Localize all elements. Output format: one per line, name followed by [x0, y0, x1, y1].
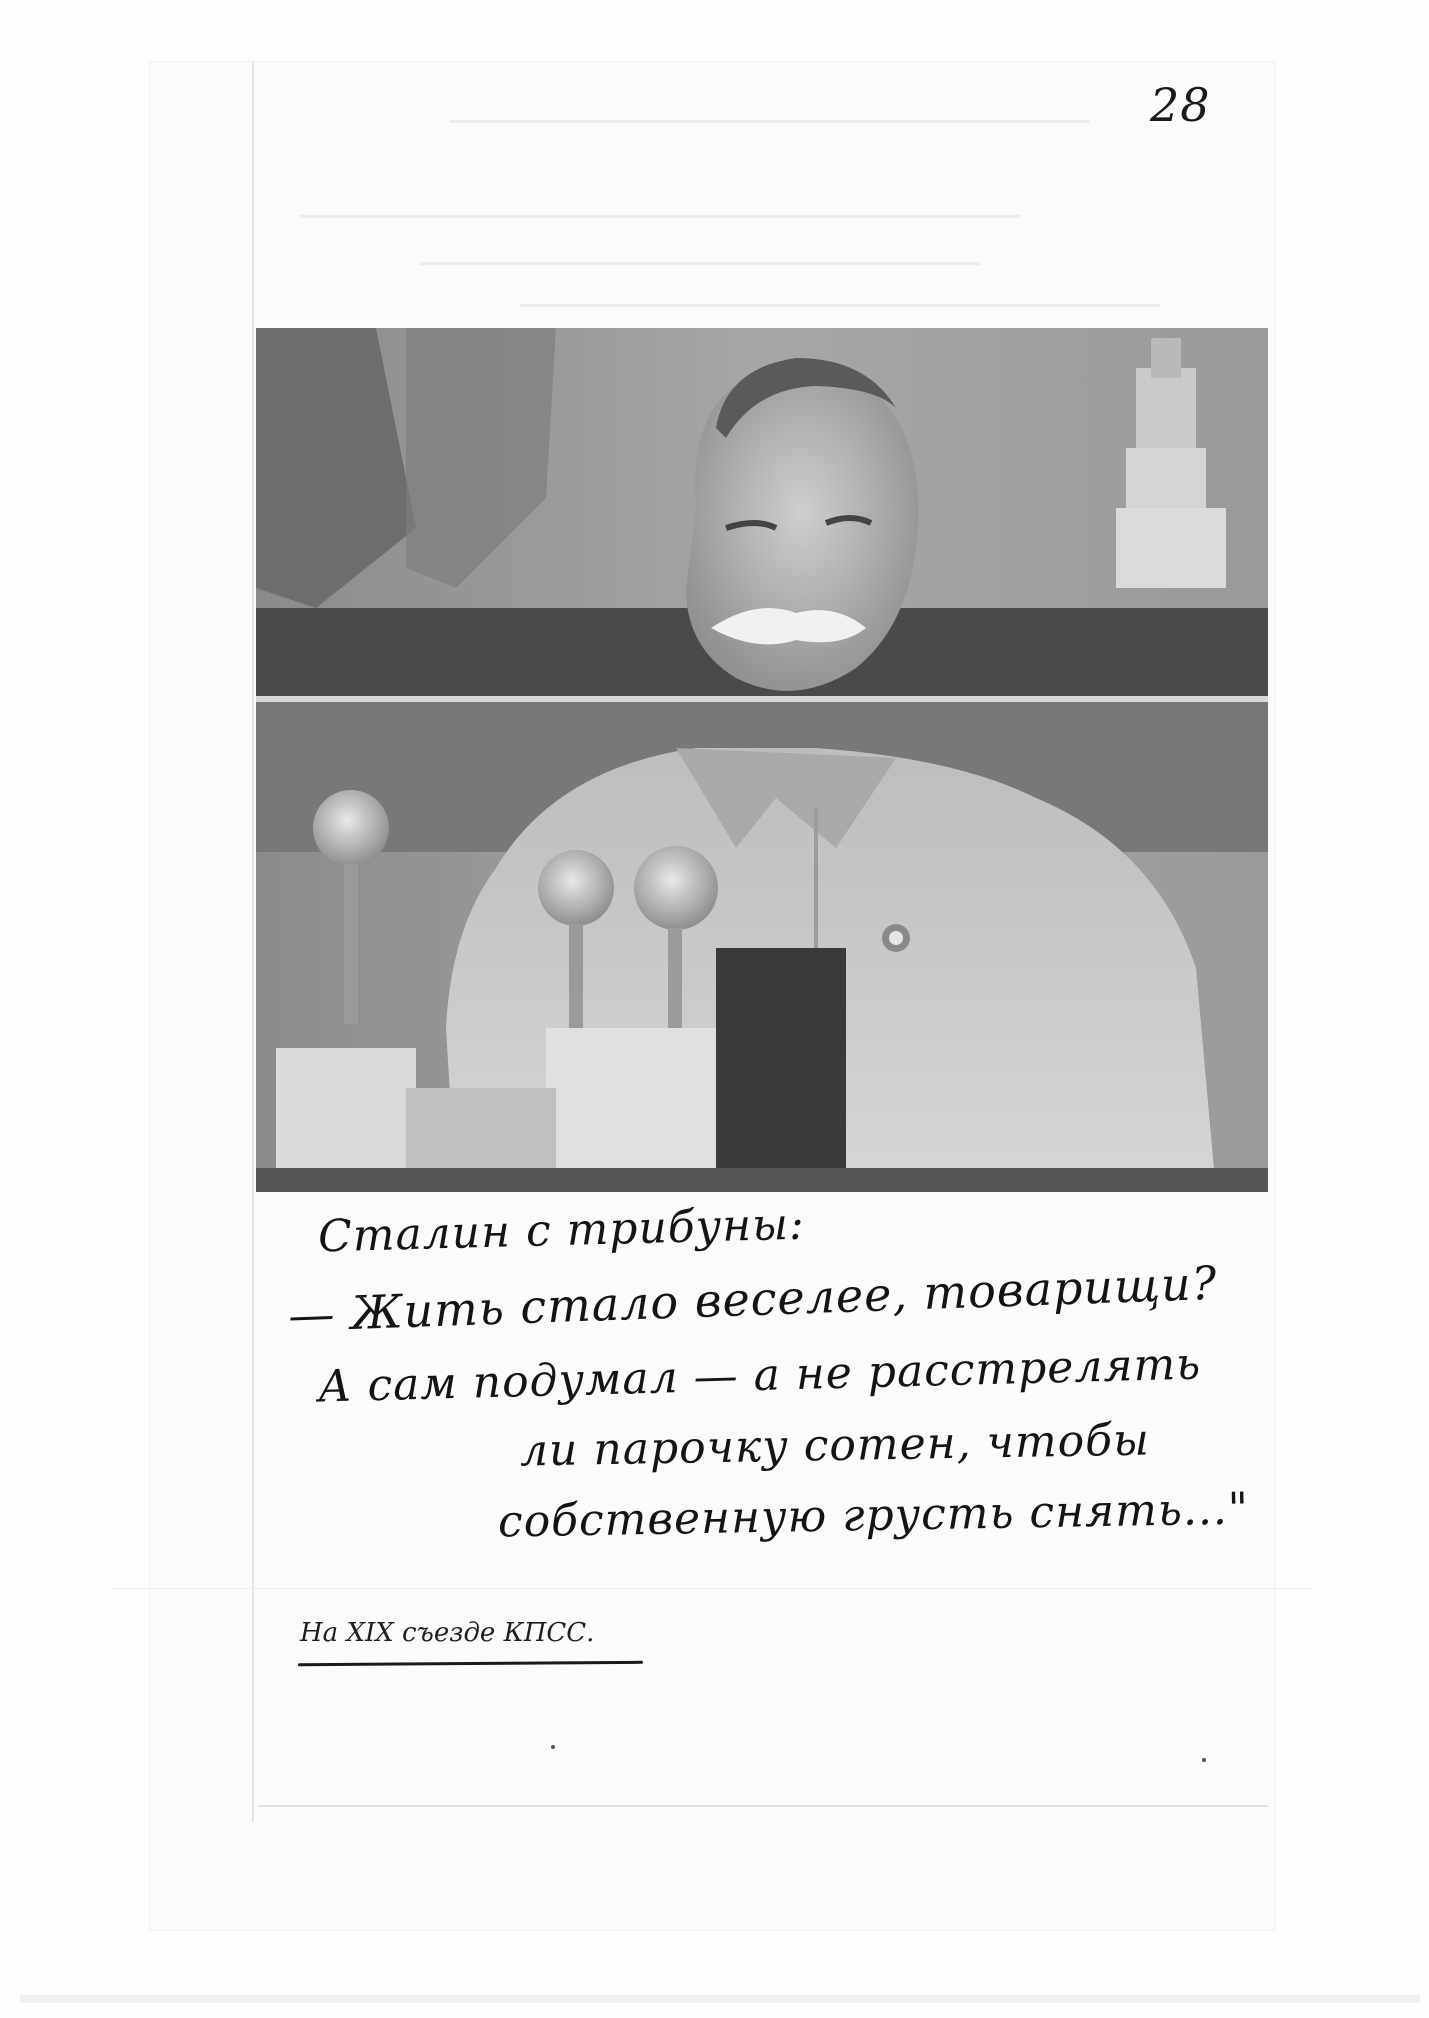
handwritten-note-line: собственную грусть снять...": [497, 1483, 1250, 1548]
fold-line: [110, 1588, 1310, 1589]
bleed-through-text: [420, 262, 980, 265]
clipping-left-edge: [252, 62, 254, 1822]
photograph: [256, 328, 1268, 1192]
bleed-through-text: [300, 215, 1020, 218]
scan-speck: [551, 1745, 555, 1749]
photo-caption: На XIX съезде КПСС.: [300, 1618, 595, 1648]
handwritten-note-line: А сам подумал — а не расстрелять: [317, 1338, 1202, 1413]
bleed-through-text: [520, 304, 1160, 307]
handwritten-note-line: Сталин с трибуны:: [317, 1198, 806, 1263]
scan-bottom-strip: [20, 1995, 1420, 2003]
clipping-bottom-edge: [258, 1805, 1268, 1807]
handwritten-note-line: ли парочку сотен, чтобы: [519, 1414, 1151, 1477]
handwritten-note-line: — Жить стало веселее, товарищи?: [287, 1255, 1219, 1343]
page-number: 28: [1150, 78, 1211, 132]
bleed-through-text: [450, 120, 1090, 123]
scan-speck: [1202, 1758, 1206, 1762]
photograph-image: [256, 328, 1268, 1192]
